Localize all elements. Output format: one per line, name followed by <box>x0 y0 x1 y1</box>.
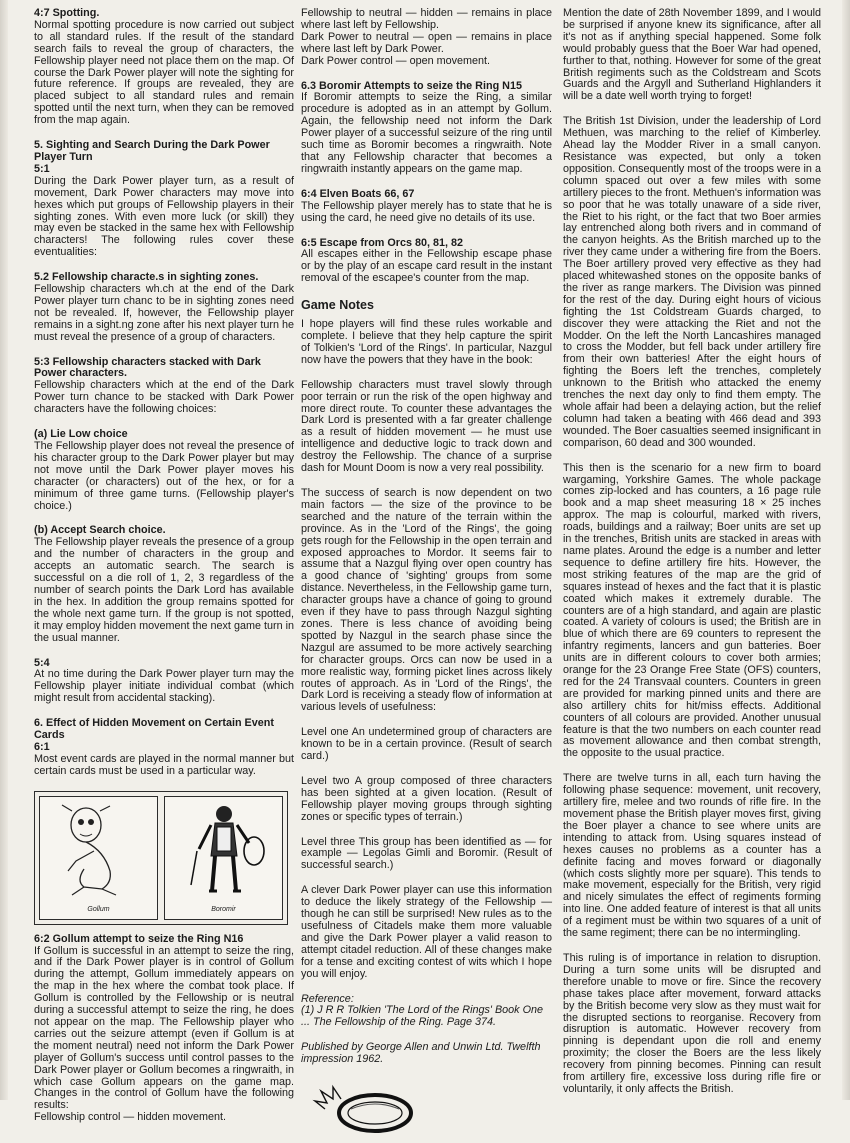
reference <box>301 994 552 1030</box>
column-2 <box>301 8 552 1100</box>
section-heading: 6:4 Elven Boats 66, 67 <box>301 187 415 200</box>
control-results <box>301 8 552 68</box>
section-5 <box>34 140 294 259</box>
level-three: Level three This group has been identified as — for example — Legolas Gimli and Boromir. (Result of successful search.) <box>301 835 552 872</box>
section-5-4 <box>34 658 294 706</box>
result-line: Dark Power to neutral — open — remains in place where last left by Dark Power. <box>301 30 552 55</box>
choice-b <box>34 525 294 644</box>
section-6-4 <box>301 189 552 225</box>
section-heading: 5:3 Fellowship characters stacked with Dark Power characters. <box>34 355 261 380</box>
section-text: If Boromir attempts to seize the Ring, a similar procedure is adopted as in an attempt by Gollum. Again, the fellowship need not inform the Dark Power player of a successful seizure of the ring until such time as Boromir becomes a ringwraith. Note that any Fellowship character that becomes a ringwraith instantly appears on the game map. <box>301 91 552 175</box>
section-6-3 <box>301 81 552 176</box>
paragraph: A clever Dark Power player can use this information to deduce the likely strategy of the Fellowship — though he can still be surprised! New rules as to the usefulness of Citadels make them more valuable and give the Dark Power player a valid reason to attempt citadel reduction. All of these changes make for a tense and exciting contest of wits which I hope you will enjoy. <box>301 884 552 980</box>
section-heading: 5. Sighting and Search During the Dark Power Player Turn <box>34 139 270 163</box>
section-4-7 <box>34 8 294 127</box>
column-1 <box>34 7 294 1124</box>
section-heading: 6:5 Escape from Orcs 80, 81, 82 <box>301 236 464 249</box>
paragraph: The British 1st Division, under the leadership of Lord Methuen, was marching to the relief of Kimberley. Ahead lay the Modder River in a small canyon. Resistance was expected, but only a token opposition. Consequently most of the troops were in a column spaced out over a few miles with some artillery pieces to the front. Methuen's information was so poor that he was totally unaware of a side river, the Riet to his right, or the fact that two Boer armies lay entrenched along both rivers and in command of the canyon heights. As the British marched up to the river they came under a withering fire from the Boers. The Boer artillery proved very effective as they had placed whitewashed stones on the opposite banks of the river as range markers. The Division was pinned for the rest of the day. During eight hours of vicious fighting the 1st Coldstream Guards charged, to discover they were attacking the Riet and not the Modder. On the left the North Lancashires managed to cross the Modder, but fell back under artillery fire from their own batteries! After the eight hours of fighting the Boers left the trenches, completely unknown to the British who attacked the enemy trenches the next day only to find them empty. The whole affair had been a delaying action, but the relief column had taken a beating with 466 dead and 393 wounded. The Boer casualties seemed insignificant in comparison, 60 dead and 300 wounded. <box>563 115 821 449</box>
gollum-figure-icon <box>54 801 144 901</box>
section-6-2 <box>34 934 294 1125</box>
level-two: Level two A group composed of three characters has been sighted at a given location. (Result of Fellowship player moving groups through sighting zones or specific types of terrain.) <box>301 774 552 823</box>
game-notes-heading: Game Notes <box>301 298 374 313</box>
reference-text: (1) J R R Tolkien 'The Lord of the Rings' Book One ... The Fellowship of the Ring. Page 374. <box>301 1004 543 1029</box>
paragraph: This ruling is of importance in relation to disruption. During a turn some units will be disrupted and therefore unable to move or fire. Since the recovery phase takes place after movement, forward attacks by the British become very slow as they must wait for the disrupted sections to reorganise. Recovery from disruption is automatic. However recovery from pinning is dependant upon die roll and enemy proximity; the closer the Boers are the less likely recovery from pinning becomes. Pinning can result from artillery fire, excessive loss during rifle fire or voluntarily, it only affects the British. <box>563 951 821 1095</box>
section-heading: (b) Accept Search choice. <box>34 524 166 537</box>
section-text: The Fellowship player does not reveal the presence of his character group to the Dark Power player but may not move until the Dark Power player moves his character (or characters) out of the hex, or for a minimum of three game turns. (Fellowship player's choice.) <box>34 440 294 512</box>
section-heading: 5:4 <box>34 656 50 669</box>
figure-caption: Gollum <box>87 905 110 913</box>
paragraph: Fellowship characters must travel slowly through poor terrain or run the risk of the open highway and more direct route. To counter these advantages the Dark Lord is presented with a far greater challenge as a result of hidden movement — he must use intelligence and deductive logic to track down and destroy the Fellowship. The chance of a surprise dash for Mount Doom is now a very real possibility. <box>301 378 552 475</box>
reference-title: Reference: <box>301 992 354 1005</box>
section-heading: 5.2 Fellowship characte.s in sighting zones. <box>34 271 259 284</box>
section-heading: 6. Effect of Hidden Movement on Certain Event Cards <box>34 717 274 742</box>
section-heading: 6.3 Boromir Attempts to seize the Ring N15 <box>301 79 522 92</box>
ring-icon <box>311 1079 421 1139</box>
level-one: Level one An undetermined group of characters are known to be in a certain province. (Result of search card.) <box>301 726 552 763</box>
boromir-figure-icon <box>179 801 269 901</box>
section-6 <box>34 718 294 778</box>
section-text: Normal spotting procedure is now carried out subject to all standard rules. If the result of the standard search fails to reveal the group of characters, the Fellowship player need not place them on the map. Of course the Dark Power player will note the sighting for future reference. If groups are revealed, they are placed subject to all standard rules and remain spotted until the next turn, when they can be removed from the map again. <box>34 18 294 127</box>
subsection-number: 5:1 <box>34 162 50 175</box>
boromir-illustration <box>164 796 283 920</box>
paragraph: I hope players will find these rules workable and complete. I believe that they help capture the spirit of Tolkien's 'Lord of the Rings'. In particular, Nazgul now have the powers that they have in the book: <box>301 318 552 366</box>
subsection-number: 6:1 <box>34 740 50 753</box>
page-left-edge <box>0 0 8 1100</box>
section-text: The Fellowship player merely has to state that he is using the card, he need give no details of its use. <box>301 199 552 224</box>
section-heading: 6:2 Gollum attempt to seize the Ring N16 <box>34 932 244 945</box>
gollum-illustration <box>39 796 158 920</box>
section-text: Fellowship characters wh.ch at the end of the Dark Power player turn chanc to be in sighting zones need not be revealed. If, however, the Fellowship player remains in a sight.ng zone after his next player turn he must reveal the presence of a group of characters. <box>34 283 294 343</box>
paragraph: The success of search is now dependent on two main factors — the size of the province to be searched and the nature of the terrain within the province. As in the 'Lord of the Rings', the going gets rough for the Fellowship in the open terrain and exposed approaches to Mordor. It seems fair to assume that a Nazgul flying over open country has a good chance of 'sighting' groups from some distance. Nevertheless, in the Fellowship game turn, character groups have a chance of going to ground even if they have to pass through Nazgul sighting zones. There is less chance of avoiding being spotted by Nazgul in the search phase since the Nazgul are assumed to be more actively searching for character groups. Orcs can now be used in a more realistic way, forming picket lines across likely routes of approach. As in 'Lord of the Rings', the Dark Lord is receiving a steady flow of information at various levels of usefulness: <box>301 487 552 714</box>
choice-a <box>34 429 294 512</box>
paragraph: Mention the date of 28th November 1899, and I would be surprised if anyone knew its significance, after all it's not as if anything special happened. Some folk would probably guess that the Boer War had opened, further to that, nothing. However for some of the great British regiments such as the Coldstream and Scots Guards and the Argyll and Sutherland Highlanders it will be a date well worth trying to forget! <box>563 7 821 103</box>
section-text: If Gollum is successful in an attempt to seize the ring, and if the Dark Power player is in control of Gollum during the attempt, Gollum immediately appears on the map in the hex where the combat took place. If Gollum is controlled by the Fellowship or is neutral during a successful attempt to seize the ring, he does not appear on the map. The Fellowship player who carries out the seizure attempt (even if Gollum is at the moment neutral) need not inform the Dark Power player of Gollum's success until control passes to the Dark Power player or Gollum becomes a ringwraith, in which case Gollum appears on the game map. Changes in the control of Gollum have the following results: <box>34 944 294 1112</box>
section-text: All escapes either in the Fellowship escape phase or by the play of an escape card result in the instant removal of the escapee's counter from the map. <box>301 248 552 285</box>
section-5-3 <box>34 357 294 417</box>
section-heading: (a) Lie Low choice <box>34 428 128 441</box>
column-3 <box>563 8 821 1100</box>
illustration-panel <box>34 791 288 925</box>
paragraph: This then is the scenario for a new firm to board wargaming, Yorkshire Games. The whole package comes zip-locked and has counters, a 16 page rule book and a map sheet measuring 18 × 25 inches approx. The map is colourful, marked with rivers, roads, buildings and a railway; Boer units are set up in the trenches, British units are stacked in areas with name plates. Around the edge is a number and letter sequence to define artillery fire hits. However, the most striking features of the map are the grid of squares instead of hexes and the fact that it is plastic coated which makes it extremely durable. The counters are of a high standard, and again are plastic coated. A variety of colours is used; the British are in blue of which there are 69 counters to represent the infantry regiments, lancers and gun batteries. Boer units are in different colours to cover both armies; orange for the 23 Orange Free State (OFS) counters, red for the 24 Transvaal counters. Counters in green are provided for marking pinned units and there are also artillery chits for hit/miss effects. Additional counters of all colours are provided. Another unusual feature is that the two numbers on each counter read as movement allowance and then combat strength, the opposite to the usual practice. <box>563 461 821 760</box>
section-text: Fellowship characters which at the end of the Dark Power turn chance to be stacked with Dark Power characters have the following choices: <box>34 379 294 416</box>
section-text: At no time during the Dark Power player turn may the Fellowship player initiate individual combat (which might result from accidental stacking). <box>34 668 294 705</box>
section-text-last: Fellowship control — hidden movement. <box>34 1111 227 1124</box>
section-text: The Fellowship player reveals the presence of a group and the number of characters in the group and accepts an automatic search. The search is successful on a die roll of 1, 2, 3 regardless of the number of search points the Dark Lord has available in the hex. In addition the group remains spotted for the whole next game turn. If the group is not spotted, it may employ hidden movement the next game turn in the usual manner. <box>34 536 294 644</box>
ring-logo <box>311 1079 552 1143</box>
result-line: Fellowship to neutral — hidden — remains in place where last left by Fellowship. <box>301 7 552 31</box>
section-5-2 <box>34 272 294 343</box>
publisher-note: Published by George Allen and Unwin Ltd. Twelfth impression 1962. <box>301 1041 541 1066</box>
section-heading: 4:7 Spotting. <box>34 7 100 19</box>
page-right-edge <box>842 0 850 1100</box>
result-line: Dark Power control — open movement. <box>301 54 491 67</box>
figure-caption: Boromir <box>211 905 236 913</box>
section-text: During the Dark Power player turn, as a result of movement, Dark Power characters may move into hexes which put groups of Fellowship players in their sighting zones. With even more luck (or skill) they may even be stacked in the same hex with Fellowship characters! The following rules cover these eventualities: <box>34 174 294 259</box>
section-6-5 <box>301 238 552 286</box>
section-text: Most event cards are played in the normal manner but certain cards must be used in a particular way. <box>34 752 294 777</box>
paragraph: There are twelve turns in all, each turn having the following phase sequence: movement, unit recovery, artillery fire, melee and two rounds of rifle fire. In the movement phase the British player moves first, giving the Boer player a chance to see where units are intending to attack from. Using squares instead of hexes causes no problems as a counter has a definite facing and moves forward or diagonally (which costs slightly more per square). This tends to make movement, especially for the British, very rigid and nicely simulates the effect of regiments forming into line. One added feature of interest is that all units of a regiment must be within two squares of a unit of the same regiment; there can be no intermingling. <box>563 772 821 940</box>
